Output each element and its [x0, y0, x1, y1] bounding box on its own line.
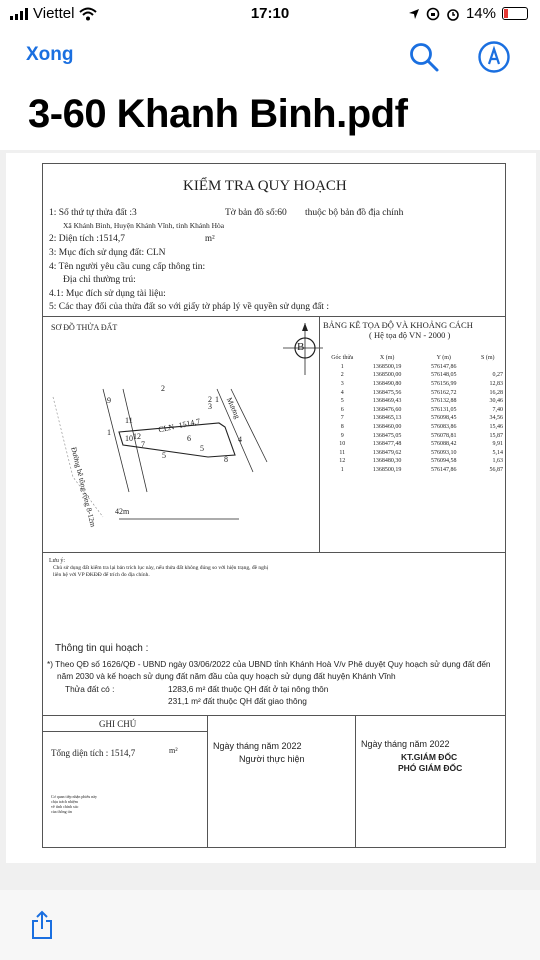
table-cell: 0,27 [492, 372, 503, 379]
carrier-label: Viettel [33, 5, 75, 22]
nav-bar [0, 32, 540, 82]
table-cell: 1 [340, 363, 344, 370]
pdf-viewer[interactable] [0, 150, 540, 890]
table-cell: 576132,88 [430, 398, 457, 405]
table-cell: 34,56 [489, 415, 503, 422]
table-cell: 7,40 [492, 406, 503, 413]
vertex-label: 3 [208, 402, 212, 411]
divider [207, 715, 208, 847]
table-row [327, 423, 505, 432]
dimension-label: 42m [115, 507, 130, 516]
info-residence: Địa chỉ thường trú: [63, 275, 136, 285]
road-left-label: Đường bê tông rộng 8-12m [69, 446, 98, 528]
location-icon [408, 8, 420, 20]
vertex-label: 1 [215, 395, 219, 404]
total-area: Tổng diện tích : 1514,7 [51, 748, 136, 758]
table-cell: 576148,05 [430, 372, 457, 379]
table-cell: 9 [340, 432, 344, 439]
table-cell: 1368480,30 [372, 458, 402, 465]
bottom-toolbar [0, 890, 540, 960]
table-cell: 2 [340, 372, 344, 379]
table-cell: 3 [340, 381, 344, 388]
table-cell: 4 [340, 389, 344, 396]
table-cell [471, 363, 505, 372]
pdf-page [6, 153, 536, 863]
info-line-1: 1: Số thứ tự thửa đất :3 [49, 208, 137, 218]
table-row [327, 406, 505, 415]
table-cell: 9,91 [492, 441, 503, 448]
table-row [327, 457, 505, 466]
info-area-unit: m² [205, 233, 215, 243]
table-row [327, 380, 505, 389]
table-cell: 576131,05 [430, 406, 457, 413]
info-requester: 4: Tên người yêu cầu cung cấp thông tin: [49, 262, 206, 272]
table-cell: 576094,58 [430, 458, 457, 465]
table-subtitle: ( Hệ tọa độ VN - 2000 ) [369, 330, 451, 340]
table-row [327, 440, 505, 449]
table-cell: 1368475,56 [372, 389, 402, 396]
status-bar [0, 0, 540, 30]
table-cell: 6 [340, 406, 344, 413]
column-header: Góc thửa [331, 355, 354, 362]
fine-print: Cơ quan tiếp nhận phiếu này chịu trách nhiệm về tính chính xác của thông tin [51, 794, 97, 814]
table-cell: 7 [340, 415, 344, 422]
document-title: 3-60 Khanh Binh.pdf [28, 92, 408, 136]
column-header: Y (m) [436, 355, 451, 362]
table-cell: 1368465,13 [372, 415, 402, 422]
divider [355, 715, 356, 847]
vertex-label: 6 [187, 434, 191, 443]
table-row [327, 397, 505, 406]
planning-line-1: *) Theo QĐ số 1626/QĐ - UBND ngày 03/06/2022 của UBND tỉnh Khánh Hoà V/v Phê duyệt Quy hoạch sử dụng đất đến [47, 659, 491, 669]
vertex-label: 10 [125, 434, 133, 443]
planning-parcel-has: Thửa đất có : [65, 684, 115, 694]
total-area-unit: m² [169, 746, 178, 755]
table-row [327, 431, 505, 440]
info-purpose: 3: Mục đích sử dụng đất: CLN [49, 248, 166, 258]
clock: 17:10 [250, 5, 290, 22]
table-cell: 576098,45 [430, 415, 457, 422]
column-header: S (m) [481, 355, 495, 362]
table-cell: 10 [339, 441, 346, 448]
divider [43, 731, 207, 732]
divider [43, 715, 505, 716]
table-divider [319, 316, 320, 552]
share-icon[interactable] [30, 910, 54, 940]
vertex-label: 7 [141, 440, 145, 449]
table-header-row [327, 354, 505, 363]
vertex-label: 2 [161, 384, 165, 393]
planning-residential: 1283,6 m² đất thuộc QH đất ở tại nông thôn [168, 684, 329, 694]
table-row [327, 414, 505, 423]
vertex-label: 4 [238, 435, 242, 444]
done-button[interactable]: Xong [26, 44, 74, 65]
notes-heading: GHI CHÚ [99, 719, 137, 729]
vertex-label: 11 [125, 416, 133, 425]
table-cell: 1 [340, 467, 344, 474]
road-right-label: Mương [224, 396, 243, 420]
date-right: Ngày tháng năm 2022 [361, 739, 450, 749]
parcel-diagram [43, 317, 323, 557]
table-cell: 1368500,00 [372, 372, 402, 379]
table-cell: 1,63 [492, 458, 503, 465]
table-row [327, 363, 505, 372]
vertex-label: 8 [224, 455, 228, 464]
signer-left: Người thực hiện [239, 754, 305, 764]
info-map-set: thuộc bộ bản đồ địa chính [305, 208, 404, 218]
note-title: Lưu ý: [49, 558, 66, 564]
table-cell: 1368460,00 [372, 424, 402, 431]
table-cell: 15,87 [489, 432, 503, 439]
diagram-label: SƠ ĐỒ THỬA ĐẤT [51, 323, 118, 332]
vertex-label: 12 [133, 432, 141, 441]
planning-road: 231,1 m² đất thuộc QH đất giao thông [168, 696, 307, 706]
table-cell: 1368479,62 [372, 449, 402, 456]
table-cell: 576093,10 [430, 449, 457, 456]
table-cell: 5,14 [492, 449, 503, 456]
note-line-1: Chủ sử dụng đất kiểm tra lại bản trích lục này, nếu thửa đất không đúng so với hiện trạng, đề nghị [53, 565, 269, 571]
vertex-label: 5 [200, 444, 204, 453]
signer-role: PHÓ GIÁM ĐỐC [398, 763, 463, 773]
vertex-label: 9 [107, 396, 111, 405]
table-cell: 56,87 [489, 467, 503, 474]
table-cell: 1368469,43 [372, 398, 402, 405]
rotation-lock-icon [426, 7, 440, 21]
note-line-2: liên hệ với VP ĐKĐĐ để trích đo địa chính. [53, 572, 150, 578]
battery-icon [502, 7, 528, 20]
table-cell: 576156,99 [430, 381, 457, 388]
table-cell: 12 [339, 458, 346, 465]
search-icon[interactable] [407, 40, 441, 74]
coordinate-table [327, 354, 505, 474]
table-cell: 576147,86 [430, 467, 457, 474]
table-title: BẢNG KÊ TỌA ĐỘ VÀ KHOẢNG CÁCH [323, 320, 473, 330]
table-cell: 1368477,48 [372, 441, 402, 448]
column-header: X (m) [379, 355, 395, 362]
table-cell: 15,46 [489, 424, 503, 431]
info-address: Xã Khánh Bình, Huyện Khánh Vĩnh, tỉnh Khánh Hòa [63, 221, 225, 230]
planning-line-2: năm 2030 và kế hoạch sử dụng đất năm đầu của quy hoạch sử dụng đất huyện Khánh Vĩnh [57, 671, 396, 681]
vertex-label: 1 [107, 428, 111, 437]
table-cell: 11 [339, 449, 346, 456]
table-cell: 8 [340, 424, 344, 431]
table-row [327, 449, 505, 458]
vertex-label: 2 [208, 395, 212, 404]
table-cell: 1368500,19 [372, 467, 402, 474]
divider [43, 552, 505, 553]
table-cell: 576078,81 [430, 432, 457, 439]
table-cell: 1368476,60 [372, 406, 402, 413]
document-frame [42, 163, 506, 848]
date-left: Ngày tháng năm 2022 [213, 741, 302, 751]
markup-icon[interactable] [477, 40, 511, 74]
table-cell: 576162,72 [430, 389, 457, 396]
vertex-label: 5 [162, 451, 166, 460]
table-cell: 12,83 [489, 381, 503, 388]
table-cell: 1368490,80 [372, 381, 402, 388]
planning-title: Thông tin qui hoạch : [55, 643, 149, 654]
battery-percent: 14% [465, 5, 496, 22]
info-map-sheet: Tờ bản đồ số:60 [225, 208, 287, 218]
table-row [327, 466, 505, 475]
parcel-label: CLN- 1514,7 [157, 416, 202, 435]
compass-label: B [297, 341, 305, 353]
doc-heading: KIỂM TRA QUY HOẠCH [183, 178, 347, 194]
table-cell: 30,46 [489, 398, 503, 405]
table-row [327, 388, 505, 397]
alarm-icon [446, 7, 460, 21]
table-cell: 5 [340, 398, 344, 405]
table-cell: 1368500,19 [372, 363, 402, 370]
signer-title: KT.GIÁM ĐỐC [401, 752, 458, 762]
table-cell: 1368475,05 [372, 432, 402, 439]
table-cell: 576088,42 [430, 441, 457, 448]
info-doc-purpose: 4.1: Mục đích sử dụng tài liệu: [49, 289, 166, 299]
table-cell: 16,28 [489, 389, 503, 396]
info-changes: 5: Các thay đổi của thửa đất so với giấy tờ pháp lý về quyền sử dụng đất : [49, 302, 329, 312]
table-cell: 576083,86 [430, 424, 457, 431]
table-cell: 576147,86 [430, 363, 457, 370]
info-area: 2: Diện tích :1514,7 [49, 234, 125, 244]
table-row [327, 371, 505, 380]
